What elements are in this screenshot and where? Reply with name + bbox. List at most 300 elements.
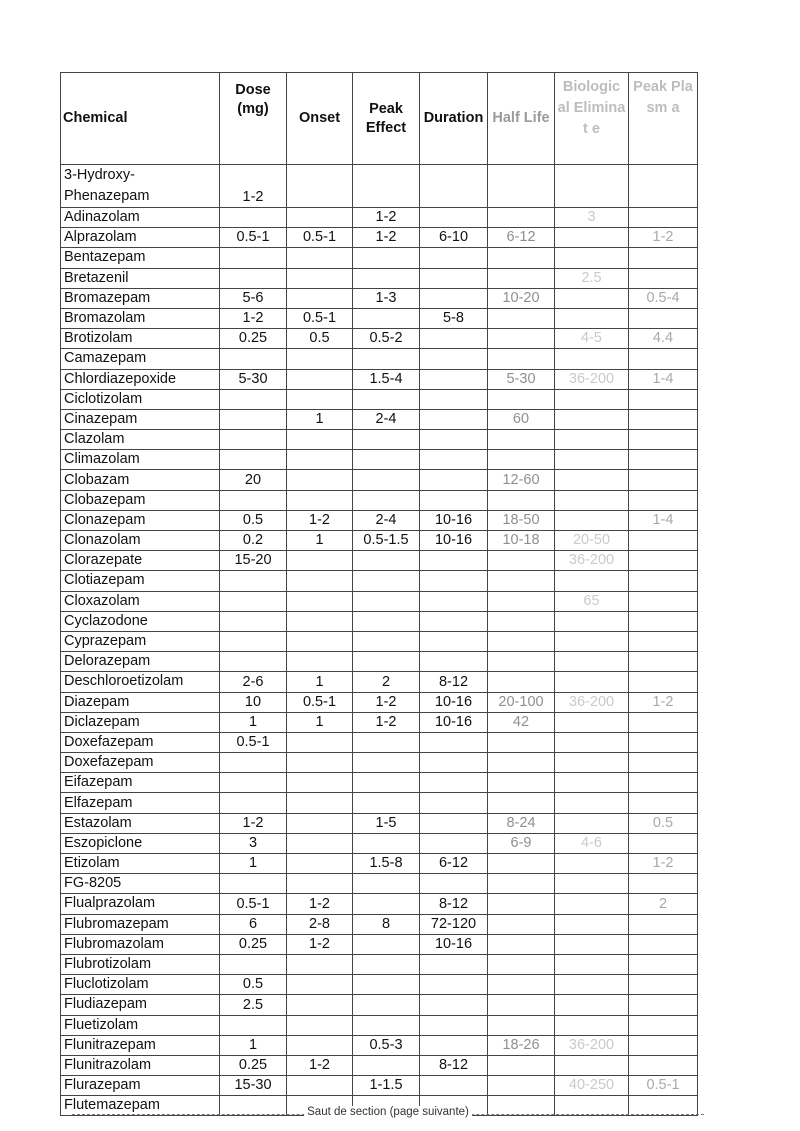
cell-peak-plasma [629, 308, 698, 328]
cell-dose [220, 430, 287, 450]
cell-half-life [488, 1015, 555, 1035]
cell-half-life [488, 165, 555, 208]
cell-biological-elimination [555, 349, 629, 369]
cell-duration [420, 732, 488, 752]
table-row [61, 571, 698, 591]
cell-half-life: 20-100 [488, 692, 555, 712]
cell-peak-effect: 1-2 [353, 692, 420, 712]
table-row [61, 208, 698, 228]
cell-biological-elimination [555, 571, 629, 591]
cell-peak-plasma [629, 652, 698, 672]
cell-peak-plasma: 1-4 [629, 369, 698, 389]
cell-peak-plasma [629, 450, 698, 470]
cell-biological-elimination: 65 [555, 591, 629, 611]
cell-peak-plasma [629, 409, 698, 429]
cell-dose: 15-30 [220, 1076, 287, 1096]
cell-duration: 8-12 [420, 894, 488, 914]
cell-biological-elimination: 36-200 [555, 551, 629, 571]
cell-onset [287, 490, 353, 510]
cell-half-life [488, 732, 555, 752]
cell-peak-effect: 1-2 [353, 712, 420, 732]
cell-peak-effect [353, 934, 420, 954]
cell-duration [420, 631, 488, 651]
cell-chemical: Bromazepam [61, 288, 220, 308]
cell-peak-effect [353, 1055, 420, 1075]
cell-duration [420, 652, 488, 672]
cell-peak-plasma [629, 712, 698, 732]
cell-peak-effect [353, 773, 420, 793]
cell-biological-elimination: 20-50 [555, 531, 629, 551]
cell-peak-plasma [629, 793, 698, 813]
cell-half-life [488, 753, 555, 773]
cell-biological-elimination [555, 308, 629, 328]
cell-dose [220, 571, 287, 591]
cell-chemical: Etizolam [61, 854, 220, 874]
cell-biological-elimination [555, 1015, 629, 1035]
cell-chemical: Brotizolam [61, 329, 220, 349]
cell-half-life [488, 914, 555, 934]
cell-peak-effect: 2 [353, 672, 420, 692]
cell-dose [220, 591, 287, 611]
cell-dose: 1 [220, 1035, 287, 1055]
cell-biological-elimination: 36-200 [555, 692, 629, 712]
cell-chemical: Eszopiclone [61, 833, 220, 853]
cell-duration [420, 268, 488, 288]
cell-half-life [488, 329, 555, 349]
cell-onset: 1-2 [287, 510, 353, 530]
cell-peak-effect: 1-5 [353, 813, 420, 833]
cell-peak-effect [353, 591, 420, 611]
cell-half-life [488, 631, 555, 651]
cell-onset [287, 450, 353, 470]
cell-dose [220, 248, 287, 268]
cell-duration [420, 793, 488, 813]
cell-dose [220, 631, 287, 651]
cell-biological-elimination [555, 228, 629, 248]
cell-biological-elimination [555, 995, 629, 1015]
cell-half-life: 18-26 [488, 1035, 555, 1055]
cell-biological-elimination [555, 874, 629, 894]
cell-chemical: Diazepam [61, 692, 220, 712]
cell-peak-effect: 0.5-1.5 [353, 531, 420, 551]
cell-biological-elimination [555, 793, 629, 813]
header-duration: Duration [420, 73, 488, 165]
cell-peak-plasma: 0.5-4 [629, 288, 698, 308]
cell-duration: 10-16 [420, 510, 488, 530]
cell-biological-elimination [555, 430, 629, 450]
table-row [61, 470, 698, 490]
cell-peak-plasma [629, 914, 698, 934]
cell-duration: 6-12 [420, 854, 488, 874]
cell-peak-effect [353, 631, 420, 651]
cell-peak-effect [353, 571, 420, 591]
cell-half-life [488, 652, 555, 672]
cell-duration [420, 591, 488, 611]
cell-peak-effect: 2-4 [353, 510, 420, 530]
cell-peak-plasma [629, 773, 698, 793]
cell-peak-plasma: 4.4 [629, 329, 698, 349]
cell-peak-effect [353, 308, 420, 328]
table-row [61, 833, 698, 853]
cell-half-life: 5-30 [488, 369, 555, 389]
cell-biological-elimination [555, 470, 629, 490]
cell-chemical: Flutemazepam [61, 1096, 220, 1116]
cell-half-life [488, 551, 555, 571]
cell-peak-effect [353, 1015, 420, 1035]
cell-peak-effect: 1.5-8 [353, 854, 420, 874]
cell-peak-plasma: 1-4 [629, 510, 698, 530]
cell-duration [420, 995, 488, 1015]
cell-dose: 1-2 [220, 813, 287, 833]
table-row [61, 450, 698, 470]
cell-dose: 10 [220, 692, 287, 712]
cell-onset [287, 571, 353, 591]
cell-half-life [488, 591, 555, 611]
cell-duration: 5-8 [420, 308, 488, 328]
cell-half-life: 60 [488, 409, 555, 429]
table-row [61, 591, 698, 611]
cell-peak-plasma [629, 1055, 698, 1075]
cell-peak-plasma [629, 248, 698, 268]
cell-half-life [488, 894, 555, 914]
cell-peak-plasma [629, 430, 698, 450]
cell-dose [220, 652, 287, 672]
cell-peak-effect [353, 611, 420, 631]
cell-biological-elimination [555, 165, 629, 208]
cell-half-life [488, 773, 555, 793]
cell-duration [420, 813, 488, 833]
cell-dose [220, 954, 287, 974]
cell-onset [287, 975, 353, 995]
cell-duration: 10-16 [420, 934, 488, 954]
cell-biological-elimination [555, 732, 629, 752]
cell-chemical: Clobazam [61, 470, 220, 490]
cell-peak-effect [353, 753, 420, 773]
cell-peak-effect: 1-2 [353, 208, 420, 228]
cell-onset [287, 248, 353, 268]
cell-biological-elimination [555, 409, 629, 429]
cell-peak-plasma [629, 753, 698, 773]
cell-onset [287, 591, 353, 611]
cell-onset [287, 369, 353, 389]
cell-biological-elimination [555, 288, 629, 308]
cell-half-life [488, 248, 555, 268]
cell-duration: 8-12 [420, 1055, 488, 1075]
cell-chemical: Cyprazepam [61, 631, 220, 651]
cell-biological-elimination [555, 975, 629, 995]
cell-chemical: Chlordiazepoxide [61, 369, 220, 389]
cell-dose: 0.25 [220, 1055, 287, 1075]
cell-duration [420, 409, 488, 429]
cell-half-life: 18-50 [488, 510, 555, 530]
cell-chemical: Clonazolam [61, 531, 220, 551]
cell-biological-elimination: 36-200 [555, 369, 629, 389]
header-biological-elimination: Biologic al Eliminat e [555, 73, 629, 165]
cell-chemical: Clotiazepam [61, 571, 220, 591]
cell-chemical: Estazolam [61, 813, 220, 833]
table-row [61, 349, 698, 369]
header-onset: Onset [287, 73, 353, 165]
cell-peak-plasma: 1-2 [629, 854, 698, 874]
cell-dose: 0.5 [220, 510, 287, 530]
table-row [61, 652, 698, 672]
table-row [61, 894, 698, 914]
cell-chemical: Bretazenil [61, 268, 220, 288]
cell-duration: 72-120 [420, 914, 488, 934]
cell-peak-plasma [629, 611, 698, 631]
cell-half-life [488, 934, 555, 954]
cell-peak-effect [353, 490, 420, 510]
cell-duration [420, 1015, 488, 1035]
cell-dose: 0.5-1 [220, 228, 287, 248]
cell-chemical: Fludiazepam [61, 995, 220, 1015]
table-row [61, 1035, 698, 1055]
cell-chemical: Climazolam [61, 450, 220, 470]
cell-biological-elimination [555, 450, 629, 470]
cell-half-life: 10-20 [488, 288, 555, 308]
cell-dose [220, 409, 287, 429]
cell-peak-plasma [629, 631, 698, 651]
table-row [61, 874, 698, 894]
cell-dose: 2.5 [220, 995, 287, 1015]
cell-onset [287, 652, 353, 672]
cell-biological-elimination [555, 914, 629, 934]
header-peak-effect: Peak Effect [353, 73, 420, 165]
header-row [61, 73, 698, 165]
cell-peak-effect [353, 389, 420, 409]
cell-half-life [488, 490, 555, 510]
table-row [61, 954, 698, 974]
cell-onset [287, 1076, 353, 1096]
cell-peak-plasma [629, 995, 698, 1015]
cell-duration [420, 349, 488, 369]
cell-duration [420, 975, 488, 995]
cell-half-life [488, 450, 555, 470]
cell-onset [287, 268, 353, 288]
cell-half-life [488, 430, 555, 450]
cell-onset [287, 954, 353, 974]
cell-onset [287, 874, 353, 894]
cell-onset [287, 1015, 353, 1035]
cell-biological-elimination [555, 652, 629, 672]
cell-half-life [488, 995, 555, 1015]
cell-chemical: Clorazepate [61, 551, 220, 571]
cell-onset [287, 995, 353, 1015]
cell-onset [287, 854, 353, 874]
cell-onset: 0.5-1 [287, 692, 353, 712]
cell-peak-plasma: 0.5-1 [629, 1076, 698, 1096]
table-row [61, 1055, 698, 1075]
cell-biological-elimination [555, 490, 629, 510]
table-row [61, 308, 698, 328]
table-row [61, 995, 698, 1015]
cell-dose: 1 [220, 712, 287, 732]
cell-biological-elimination [555, 510, 629, 530]
cell-peak-effect [353, 430, 420, 450]
cell-biological-elimination [555, 389, 629, 409]
cell-biological-elimination: 4-6 [555, 833, 629, 853]
cell-peak-effect [353, 470, 420, 490]
cell-peak-effect [353, 450, 420, 470]
cell-dose: 6 [220, 914, 287, 934]
header-dose: Dose (mg) [220, 73, 287, 165]
cell-peak-effect: 2-4 [353, 409, 420, 429]
cell-peak-effect [353, 732, 420, 752]
cell-half-life [488, 208, 555, 228]
cell-duration [420, 874, 488, 894]
table-row [61, 732, 698, 752]
cell-chemical: Clazolam [61, 430, 220, 450]
header-chemical: Chemical [61, 73, 220, 165]
cell-duration [420, 389, 488, 409]
section-break [72, 1106, 704, 1122]
cell-peak-plasma [629, 531, 698, 551]
cell-dose: 0.5 [220, 975, 287, 995]
table-row [61, 611, 698, 631]
table-row [61, 409, 698, 429]
cell-duration [420, 1035, 488, 1055]
cell-onset [287, 208, 353, 228]
cell-dose [220, 773, 287, 793]
cell-duration [420, 208, 488, 228]
cell-half-life: 12-60 [488, 470, 555, 490]
cell-dose [220, 389, 287, 409]
cell-half-life [488, 854, 555, 874]
cell-onset [287, 773, 353, 793]
cell-peak-effect [353, 975, 420, 995]
cell-biological-elimination [555, 954, 629, 974]
cell-biological-elimination: 40-250 [555, 1076, 629, 1096]
cell-peak-plasma [629, 551, 698, 571]
cell-peak-plasma [629, 732, 698, 752]
cell-biological-elimination [555, 672, 629, 692]
table-row [61, 430, 698, 450]
cell-chemical: Cyclazodone [61, 611, 220, 631]
cell-dose [220, 268, 287, 288]
cell-dose [220, 450, 287, 470]
table-row [61, 490, 698, 510]
cell-peak-plasma [629, 1015, 698, 1035]
table-row [61, 712, 698, 732]
cell-onset: 1-2 [287, 1055, 353, 1075]
cell-dose: 3 [220, 833, 287, 853]
cell-biological-elimination: 2.5 [555, 268, 629, 288]
cell-half-life [488, 611, 555, 631]
cell-half-life [488, 389, 555, 409]
cell-peak-plasma: 1-2 [629, 692, 698, 712]
cell-dose [220, 1015, 287, 1035]
cell-duration [420, 248, 488, 268]
cell-peak-effect: 1-2 [353, 228, 420, 248]
cell-half-life [488, 268, 555, 288]
header-half-life: Half Life [488, 73, 555, 165]
cell-duration: 10-16 [420, 712, 488, 732]
table-row [61, 914, 698, 934]
cell-chemical: Cloxazolam [61, 591, 220, 611]
cell-half-life [488, 874, 555, 894]
cell-dose: 15-20 [220, 551, 287, 571]
cell-peak-effect [353, 793, 420, 813]
cell-dose [220, 349, 287, 369]
cell-chemical: Bentazepam [61, 248, 220, 268]
table-row [61, 228, 698, 248]
cell-peak-plasma [629, 874, 698, 894]
table-row [61, 854, 698, 874]
drug-table [60, 72, 698, 1116]
cell-peak-effect [353, 349, 420, 369]
table-row [61, 672, 698, 692]
cell-peak-plasma [629, 470, 698, 490]
cell-duration: 10-16 [420, 692, 488, 712]
cell-chemical: Flubrotizolam [61, 954, 220, 974]
cell-peak-plasma [629, 591, 698, 611]
cell-dose: 1 [220, 854, 287, 874]
cell-half-life [488, 1055, 555, 1075]
cell-chemical: Deschloroetizolam [61, 672, 220, 692]
cell-onset [287, 288, 353, 308]
cell-biological-elimination [555, 934, 629, 954]
cell-peak-effect: 0.5-3 [353, 1035, 420, 1055]
cell-half-life [488, 793, 555, 813]
cell-biological-elimination: 3 [555, 208, 629, 228]
cell-chemical: Flubromazepam [61, 914, 220, 934]
table-row [61, 934, 698, 954]
cell-duration [420, 753, 488, 773]
cell-peak-plasma [629, 208, 698, 228]
cell-onset [287, 611, 353, 631]
table-row [61, 1076, 698, 1096]
cell-onset: 1 [287, 531, 353, 551]
cell-onset [287, 1035, 353, 1055]
cell-peak-plasma [629, 833, 698, 853]
cell-half-life [488, 954, 555, 974]
cell-half-life: 42 [488, 712, 555, 732]
cell-peak-plasma [629, 389, 698, 409]
cell-peak-plasma [629, 934, 698, 954]
cell-biological-elimination: 36-200 [555, 1035, 629, 1055]
cell-onset: 1-2 [287, 894, 353, 914]
cell-onset: 1 [287, 712, 353, 732]
cell-chemical: Flunitrazepam [61, 1035, 220, 1055]
table-row [61, 1015, 698, 1035]
cell-peak-plasma [629, 1035, 698, 1055]
cell-chemical: Doxefazepam [61, 732, 220, 752]
cell-peak-effect [353, 652, 420, 672]
cell-peak-effect [353, 954, 420, 974]
cell-peak-plasma [629, 975, 698, 995]
cell-chemical: FG-8205 [61, 874, 220, 894]
cell-biological-elimination [555, 248, 629, 268]
cell-peak-plasma [629, 349, 698, 369]
cell-chemical: Clonazepam [61, 510, 220, 530]
table-row [61, 753, 698, 773]
cell-half-life: 6-12 [488, 228, 555, 248]
cell-onset [287, 631, 353, 651]
cell-onset: 0.5-1 [287, 228, 353, 248]
cell-onset [287, 349, 353, 369]
cell-onset [287, 389, 353, 409]
cell-onset: 2-8 [287, 914, 353, 934]
cell-biological-elimination [555, 894, 629, 914]
cell-half-life [488, 349, 555, 369]
cell-peak-plasma [629, 954, 698, 974]
cell-dose: 0.2 [220, 531, 287, 551]
cell-chemical: Fluclotizolam [61, 975, 220, 995]
table-row [61, 793, 698, 813]
cell-peak-plasma [629, 571, 698, 591]
cell-dose: 0.25 [220, 934, 287, 954]
cell-chemical: Adinazolam [61, 208, 220, 228]
